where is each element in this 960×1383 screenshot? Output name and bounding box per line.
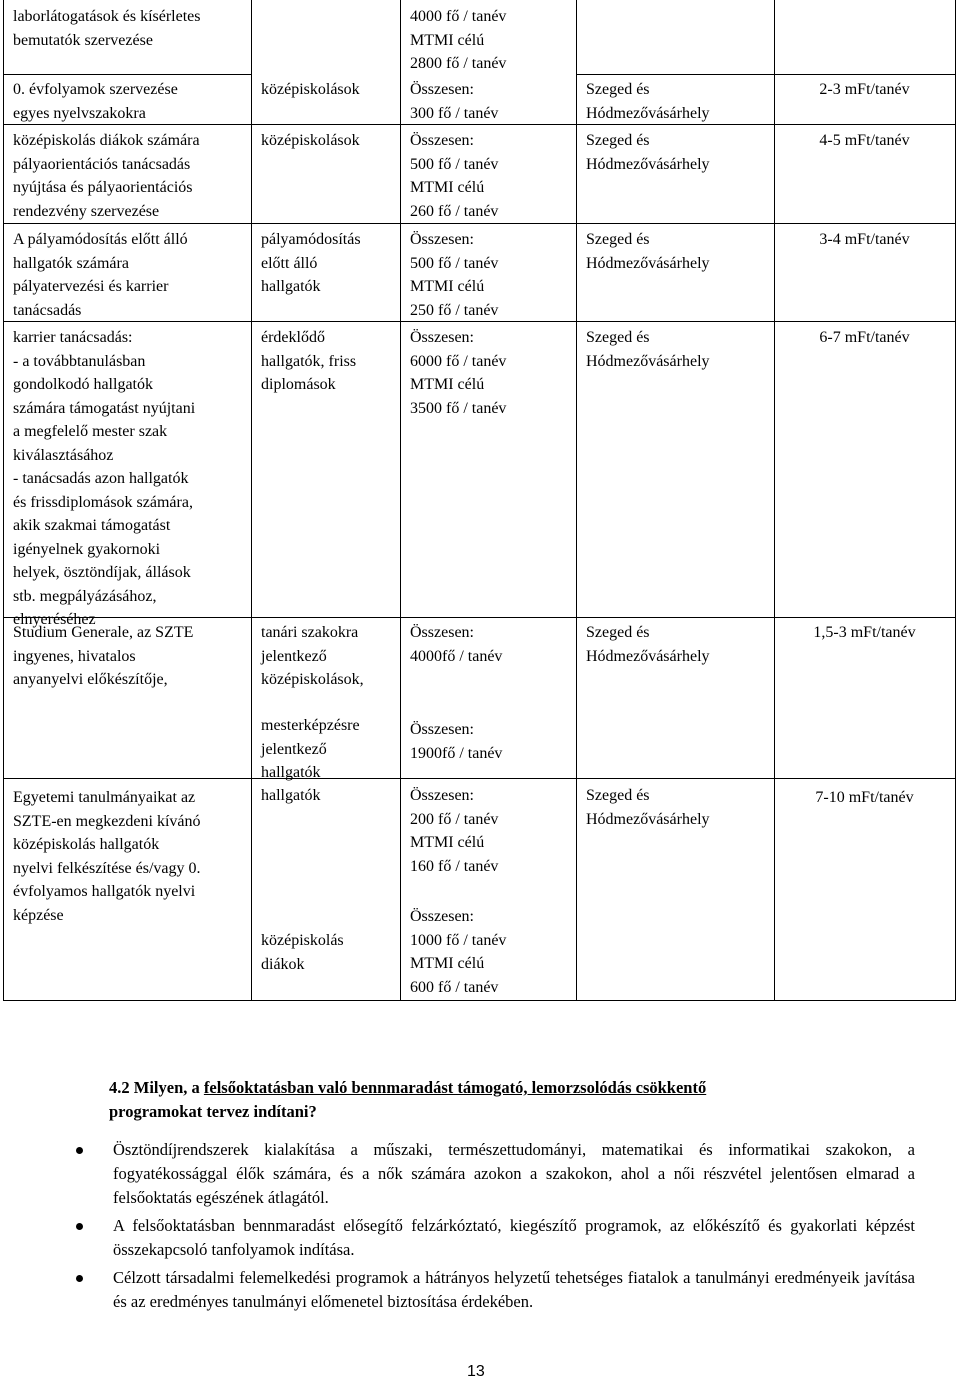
bullet-text: Ösztöndíjrendszerek kialakítása a műszaki, természettudományi, matematikai és informatikai szakokon, a fogyatékossággal élők számára, és a nők számára azokon a szakokon, ahol a női részvétel jelentősen elmarad a felsőoktatás egészének átlagától.: [113, 1140, 915, 1207]
table-border-bottom: [3, 1000, 956, 1001]
table-cell-activity: középiskolás diákok számára pályaorientációs tanácsadás nyújtása és pályaorientációs rendezvény szervezése: [13, 132, 200, 220]
table-cell-location: Szeged és Hódmezővásárhely: [586, 231, 710, 272]
bullet-icon: [76, 1223, 83, 1230]
table-cell-activity: karrier tanácsadás: - a továbbtanulásban gondolkodó hallgatók számára támogatást nyújtani a megfelelő mester szak kiválasztásához - tanácsadás azon hallgatók és frissdiplomások számára, akik szakmai támogatást igényelnek gyakornoki helyek, ösztöndíjak, állások stb. megpályázásához, elnyeréséhez: [13, 329, 196, 628]
table-cell-activity: Studium Generale, az SZTE ingyenes, hivatalos anyanyelvi előkészítője,: [13, 624, 194, 688]
table-cell-budget: 3-4 mFt/tanév: [819, 231, 910, 248]
row-divider: [576, 74, 956, 75]
table-cell-activity: 0. évfolyamok szervezése egyes nyelvszakokra: [13, 81, 178, 122]
table-cell-location: Szeged és Hódmezővásárhely: [586, 787, 710, 828]
table-cell-target-group: érdeklődő hallgatók, friss diplomások: [261, 329, 357, 393]
table-cell-budget: 6-7 mFt/tanév: [819, 329, 910, 346]
table-cell-headcount: Összesen: 500 fő / tanév MTMI célú 250 fő / tanév: [410, 231, 499, 319]
table-cell-location: Szeged és Hódmezővásárhely: [586, 132, 710, 173]
table-cell-target-group: pályamódosítás előtt álló hallgatók: [261, 231, 361, 295]
table-border-left: [3, 0, 4, 1001]
table-cell-budget: 7-10 mFt/tanév: [815, 789, 914, 806]
table-cell-budget: 4-5 mFt/tanév: [819, 132, 910, 149]
list-item: [70, 1138, 915, 1210]
table-cell-location: Szeged és Hódmezővásárhely: [586, 624, 710, 665]
bullet-list: [70, 1138, 915, 1318]
table-cell-headcount: Összesen: 300 fő / tanév: [410, 81, 499, 122]
bullet-icon: [76, 1275, 83, 1282]
bullet-text: A felsőoktatásban bennmaradást elősegítő felzárkóztató, kiegészítő programok, az előkészítő és gyakorlati képzést összekapcsoló tanfolyamok indítása.: [113, 1216, 915, 1259]
list-item: [70, 1214, 915, 1262]
list-item: [70, 1266, 915, 1314]
table-border-col1: [251, 0, 252, 1001]
table-cell-headcount: Összesen: 4000fő / tanév: [410, 624, 503, 665]
table-cell-headcount: 4000 fő / tanév MTMI célú 2800 fő / tanév: [410, 8, 507, 72]
page-number: 13: [467, 1363, 485, 1380]
table-cell-location: Szeged és Hódmezővásárhely: [586, 329, 710, 370]
table-cell-headcount: Összesen: 500 fő / tanév MTMI célú 260 fő / tanév: [410, 132, 499, 220]
bullet-icon: [76, 1147, 83, 1154]
table-cell-activity: Egyetemi tanulmányaikat az SZTE-en megkezdeni kívánó középiskolás hallgatók nyelvi felkészítése és/vagy 0. évfolyamos hallgatók nyelvi képzése: [13, 789, 201, 924]
table-cell-target-group: középiskolás diákok: [261, 932, 344, 973]
table-border-col3: [576, 0, 577, 1001]
table-cell-location: Szeged és Hódmezővásárhely: [586, 81, 710, 122]
table-cell-budget: 1,5-3 mFt/tanév: [813, 624, 916, 641]
table-border-right: [955, 0, 956, 1001]
section-heading-suffix: programokat tervez indítani?: [109, 1102, 317, 1121]
table-cell-target-group: hallgatók: [261, 787, 321, 804]
bullet-text: Célzott társadalmi felemelkedési programok a hátrányos helyzetű tehetséges fiatalok a tanulmányi eredményeik javítása és az eredményes tanulmányi előmenetel biztosítása érdekében.: [113, 1268, 915, 1311]
section-heading-underlined: felsőoktatásban való bennmaradást támogató, lemorzsolódás csökkentő: [203, 1078, 707, 1097]
table-cell-headcount: Összesen: 1900fő / tanév: [410, 721, 503, 762]
table-cell-target-group: mesterképzésre jelentkező hallgatók: [261, 717, 360, 781]
table-cell-headcount: Összesen: 1000 fő / tanév MTMI célú 600 fő / tanév: [410, 908, 507, 996]
section-heading: [109, 1076, 869, 1124]
table-cell-target-group: tanári szakokra jelentkező középiskolások,: [261, 624, 364, 688]
section-heading-prefix: 4.2 Milyen, a: [109, 1078, 204, 1097]
table-cell-budget: 2-3 mFt/tanév: [819, 81, 910, 98]
table-cell-target-group: középiskolások: [261, 81, 360, 98]
table-cell-headcount: Összesen: 6000 fő / tanév MTMI célú 3500 fő / tanév: [410, 329, 507, 417]
table-cell-activity: laborlátogatások és kísérletes bemutatók szervezése: [13, 8, 201, 49]
table-cell-activity: A pályamódosítás előtt álló hallgatók számára pályatervezési és karrier tanácsadás: [13, 231, 188, 319]
row-divider: [3, 223, 956, 224]
table-cell-headcount: Összesen: 200 fő / tanév MTMI célú 160 fő / tanév: [410, 787, 499, 875]
table-cell-target-group: középiskolások: [261, 132, 360, 149]
row-divider: [3, 778, 956, 779]
table-border-col2: [400, 0, 401, 1001]
row-divider: [3, 74, 251, 75]
